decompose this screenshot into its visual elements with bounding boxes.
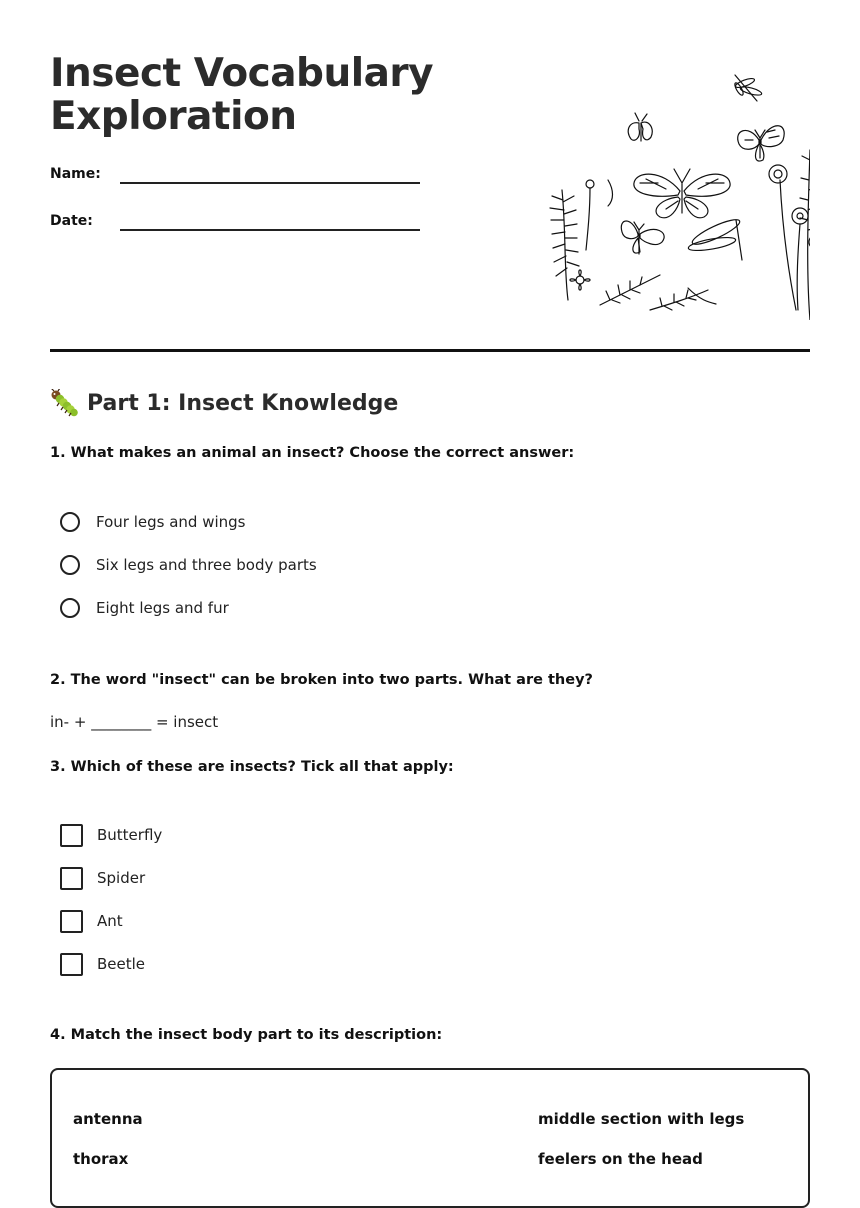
question-4: 4. Match the insect body part to its description:	[50, 1027, 443, 1043]
q3-option-1-label: Butterfly	[97, 826, 163, 844]
wildflower-stems-icon	[769, 150, 810, 320]
match-description[interactable]: feelers on the head	[538, 1150, 703, 1168]
q3-option-beetle[interactable]	[60, 951, 145, 977]
question-1: 1. What makes an animal an insect? Choose the correct answer:	[50, 445, 575, 461]
q1-option-3-label: Eight legs and fur	[96, 599, 229, 617]
date-label: Date:	[50, 213, 93, 229]
radio-button[interactable]	[60, 598, 80, 618]
q3-option-ant[interactable]	[60, 908, 123, 934]
match-term[interactable]: antenna	[73, 1110, 143, 1128]
date-field[interactable]	[50, 213, 420, 243]
checkbox[interactable]	[60, 867, 83, 890]
q3-option-4-label: Beetle	[97, 955, 146, 973]
section-title-text: Part 1: Insect Knowledge	[87, 390, 399, 416]
caterpillar-icon	[50, 389, 80, 417]
section-divider	[50, 349, 810, 352]
q3-option-3-label: Ant	[97, 912, 123, 930]
name-label: Name:	[50, 166, 101, 182]
worksheet-page	[50, 0, 810, 1168]
q1-option-2-label: Six legs and three body parts	[96, 556, 317, 574]
q2-fill-in-blank[interactable]: in- + ________ = insect	[50, 713, 219, 731]
fern-icon	[550, 190, 579, 300]
question-3: 3. Which of these are insects? Tick all that apply:	[50, 759, 454, 775]
page-title	[50, 52, 490, 138]
moth-icon	[628, 113, 652, 141]
small-butterfly-icon	[621, 221, 664, 254]
checkbox[interactable]	[60, 824, 83, 847]
dragonfly-icon	[733, 75, 762, 101]
q1-option-1[interactable]	[60, 509, 245, 535]
dragonfly-2-icon	[687, 216, 742, 304]
name-field[interactable]	[50, 166, 420, 196]
q1-option-2[interactable]	[60, 552, 317, 578]
flower-icon	[570, 270, 590, 290]
name-line[interactable]	[120, 182, 420, 184]
q3-option-2-label: Spider	[97, 869, 146, 887]
q3-option-butterfly[interactable]	[60, 822, 162, 848]
title-line-1: Insect Vocabulary	[50, 51, 434, 96]
butterflies-and-wildflowers-illustration	[540, 70, 810, 320]
checkbox[interactable]	[60, 910, 83, 933]
radio-button[interactable]	[60, 555, 80, 575]
leaf-sprig-icon	[600, 275, 660, 305]
section-title-part-1	[50, 389, 398, 417]
radio-button[interactable]	[60, 512, 80, 532]
title-line-2: Exploration	[50, 94, 297, 139]
q3-option-spider[interactable]	[60, 865, 145, 891]
matching-box	[50, 1068, 810, 1208]
butterfly-icon	[738, 126, 785, 161]
monarch-butterfly-icon	[634, 169, 730, 218]
date-line[interactable]	[120, 229, 420, 231]
q1-option-1-label: Four legs and wings	[96, 513, 246, 531]
leaf-sprig-2-icon	[650, 290, 708, 310]
match-term[interactable]: thorax	[73, 1150, 129, 1168]
checkbox[interactable]	[60, 953, 83, 976]
dandelion-icon	[586, 180, 613, 250]
q1-option-3[interactable]	[60, 595, 229, 621]
match-description[interactable]: middle section with legs	[538, 1110, 745, 1128]
question-2: 2. The word "insect" can be broken into two parts. What are they?	[50, 672, 593, 688]
